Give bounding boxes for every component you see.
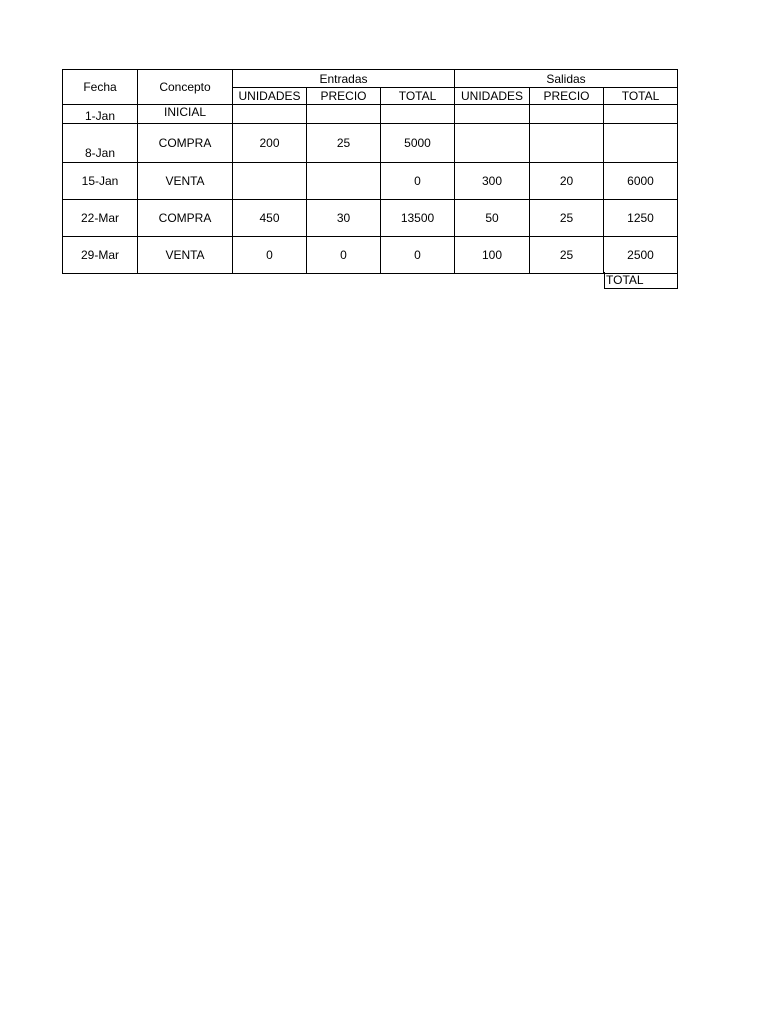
cell-salidas-unidades: 300	[455, 163, 530, 200]
cell-entradas-unidades: 450	[233, 200, 307, 237]
cell-salidas-precio: 20	[530, 163, 604, 200]
header-salidas-precio: PRECIO	[530, 88, 604, 105]
header-salidas-total: TOTAL	[604, 88, 678, 105]
cell-fecha: 15-Jan	[63, 163, 138, 200]
cell-salidas-precio: 25	[530, 200, 604, 237]
cell-entradas-total	[381, 105, 455, 124]
table-row	[63, 124, 678, 163]
header-salidas: Salidas	[455, 70, 678, 88]
cell-salidas-total	[604, 105, 678, 124]
table-row	[63, 163, 678, 200]
grand-total-label: TOTAL	[604, 272, 678, 289]
cell-entradas-total: 13500	[381, 200, 455, 237]
cell-salidas-total: 6000	[604, 163, 678, 200]
cell-salidas-precio	[530, 105, 604, 124]
table-row	[63, 105, 678, 124]
cell-salidas-total: 1250	[604, 200, 678, 237]
cell-entradas-unidades: 200	[233, 124, 307, 163]
cell-entradas-total: 5000	[381, 124, 455, 163]
cell-fecha: 8-Jan	[63, 124, 138, 163]
cell-salidas-total	[604, 124, 678, 163]
cell-entradas-precio	[307, 105, 381, 124]
cell-concepto: COMPRA	[138, 200, 233, 237]
cell-concepto: INICIAL	[138, 105, 233, 124]
cell-salidas-precio: 25	[530, 237, 604, 274]
cell-fecha: 1-Jan	[63, 105, 138, 124]
cell-concepto: VENTA	[138, 163, 233, 200]
header-concepto: Concepto	[138, 70, 233, 105]
cell-entradas-unidades: 0	[233, 237, 307, 274]
cell-entradas-unidades	[233, 105, 307, 124]
header-entradas-total: TOTAL	[381, 88, 455, 105]
header-entradas-unidades: UNIDADES	[233, 88, 307, 105]
cell-salidas-precio	[530, 124, 604, 163]
table-row	[63, 237, 678, 274]
cell-salidas-unidades	[455, 105, 530, 124]
cell-entradas-unidades	[233, 163, 307, 200]
cell-salidas-total: 2500	[604, 237, 678, 274]
header-fecha: Fecha	[63, 70, 138, 105]
header-salidas-unidades: UNIDADES	[455, 88, 530, 105]
inventory-ledger-table	[62, 69, 678, 274]
cell-concepto: COMPRA	[138, 124, 233, 163]
cell-concepto: VENTA	[138, 237, 233, 274]
cell-salidas-unidades: 100	[455, 237, 530, 274]
header-entradas: Entradas	[233, 70, 455, 88]
cell-fecha: 29-Mar	[63, 237, 138, 274]
cell-entradas-precio	[307, 163, 381, 200]
cell-salidas-unidades	[455, 124, 530, 163]
cell-entradas-precio: 0	[307, 237, 381, 274]
cell-salidas-unidades: 50	[455, 200, 530, 237]
cell-entradas-total: 0	[381, 237, 455, 274]
cell-entradas-precio: 25	[307, 124, 381, 163]
header-entradas-precio: PRECIO	[307, 88, 381, 105]
cell-entradas-total: 0	[381, 163, 455, 200]
cell-fecha: 22-Mar	[63, 200, 138, 237]
table-row	[63, 200, 678, 237]
cell-entradas-precio: 30	[307, 200, 381, 237]
